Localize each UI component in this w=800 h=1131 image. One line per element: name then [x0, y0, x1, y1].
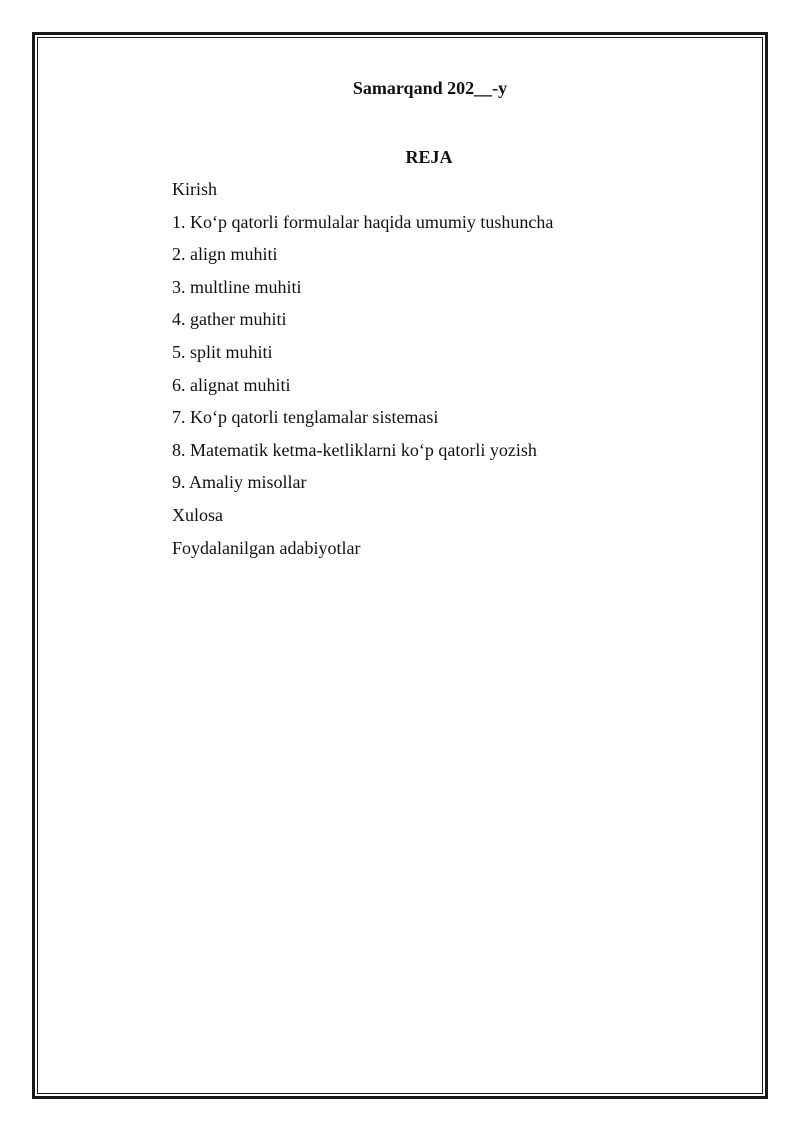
- plan-item-6: 6. alignat muhiti: [172, 374, 291, 395]
- plan-item-5: 5. split muhiti: [172, 341, 273, 362]
- plan-title: REJA: [405, 147, 453, 167]
- plan-item-references: Foydalanilgan adabiyotlar: [172, 537, 361, 558]
- plan-list: [172, 178, 553, 569]
- plan-item-4: 4. gather muhiti: [172, 309, 287, 330]
- place-year-header: Samarqand 202__-y: [352, 78, 508, 98]
- plan-item-3: 3. multline muhiti: [172, 276, 302, 297]
- plan-item-1: 1. Ko‘p qatorli formulalar haqida umumiy tushuncha: [172, 211, 554, 232]
- plan-item-7: 7. Ko‘p qatorli tenglamalar sistemasi: [172, 407, 439, 428]
- plan-item-introduction: Kirish: [172, 179, 217, 199]
- plan-item-conclusion: Xulosa: [172, 504, 223, 525]
- plan-item-8: 8. Matematik ketma-ketliklarni ko‘p qatorli yozish: [172, 439, 537, 460]
- plan-item-2: 2. align muhiti: [172, 244, 278, 265]
- plan-item-9: 9. Amaliy misollar: [172, 472, 307, 493]
